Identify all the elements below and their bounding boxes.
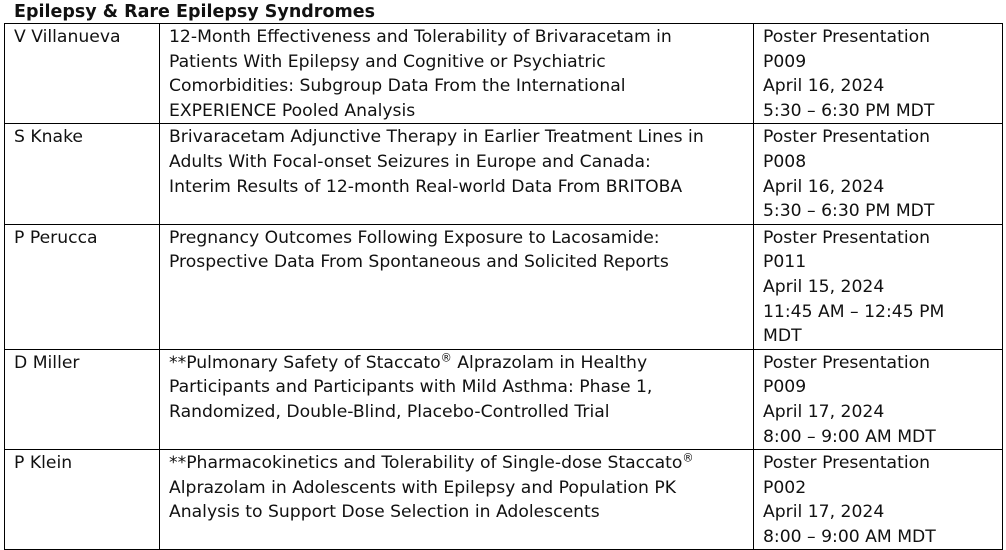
presentation-type: Poster Presentation (763, 127, 931, 148)
title-line (169, 351, 744, 376)
title-cell (160, 24, 754, 124)
table-row (5, 450, 1003, 550)
poster-code: P011 (763, 252, 807, 273)
presentation-date: April 16, 2024 (763, 176, 885, 197)
table-row (5, 349, 1003, 449)
registered-mark: ® (682, 451, 694, 465)
presentation-date: April 16, 2024 (763, 76, 885, 97)
poster-code: P009 (763, 377, 807, 398)
title-line (169, 451, 744, 476)
presentation-date: April 17, 2024 (763, 401, 885, 422)
presentation-date: April 17, 2024 (763, 502, 885, 523)
presenter-cell (5, 450, 160, 550)
title-line: Pregnancy Outcomes Following Exposure to Lacosamide: (169, 227, 660, 248)
section-title: Epilepsy & Rare Epilepsy Syndromes (14, 2, 375, 22)
title-line: Brivaracetam Adjunctive Therapy in Earlier Treatment Lines in (169, 127, 704, 148)
presenter-cell (5, 349, 160, 449)
presentation-date: April 15, 2024 (763, 276, 885, 297)
details-cell (754, 450, 1003, 550)
title-line: Patients With Epilepsy and Cognitive or Psychiatric (169, 51, 606, 72)
title-text: **Pharmacokinetics and Tolerability of Single-dose Staccato (169, 453, 683, 474)
presenter-cell (5, 24, 160, 124)
presentation-type: Poster Presentation (763, 227, 931, 248)
details-cell (754, 224, 1003, 349)
table-row (5, 24, 1003, 124)
title-line: Prospective Data From Spontaneous and Solicited Reports (169, 252, 669, 273)
presenter-name: P Klein (14, 453, 73, 474)
presentation-type: Poster Presentation (763, 27, 931, 47)
title-cell (160, 224, 754, 349)
presentation-time-zone: MDT (763, 326, 802, 347)
poster-code: P008 (763, 151, 807, 172)
title-line: 12-Month Effectiveness and Tolerability of Brivaracetam in (169, 27, 672, 47)
presentation-time: 11:45 AM – 12:45 PM (763, 301, 945, 322)
presentation-time: 5:30 – 6:30 PM MDT (763, 201, 935, 222)
presenter-name: S Knake (14, 127, 83, 148)
title-line: Comorbidities: Subgroup Data From the International (169, 76, 626, 97)
presenter-name: D Miller (14, 352, 80, 373)
presenter-name: V Villanueva (14, 27, 121, 47)
poster-code: P002 (763, 477, 807, 498)
presentation-table (4, 23, 1003, 550)
presenter-name: P Perucca (14, 227, 98, 248)
title-line: Interim Results of 12-month Real-world Data From BRITOBA (169, 176, 683, 197)
title-line: Randomized, Double-Blind, Placebo-Controlled Trial (169, 401, 610, 422)
details-cell (754, 124, 1003, 224)
presentation-time: 5:30 – 6:30 PM MDT (763, 100, 935, 121)
presentation-type: Poster Presentation (763, 352, 931, 373)
table-row (5, 224, 1003, 349)
title-line: Alprazolam in Adolescents with Epilepsy and Population PK (169, 477, 677, 498)
presenter-cell (5, 224, 160, 349)
poster-code: P009 (763, 51, 807, 72)
title-text: **Pulmonary Safety of Staccato (169, 352, 441, 373)
registered-mark: ® (440, 350, 452, 364)
presentation-time: 8:00 – 9:00 AM MDT (763, 526, 936, 547)
title-cell (160, 349, 754, 449)
presentation-time: 8:00 – 9:00 AM MDT (763, 426, 936, 447)
title-line: Participants and Participants with Mild Asthma: Phase 1, (169, 377, 653, 398)
title-cell (160, 450, 754, 550)
details-cell (754, 349, 1003, 449)
title-line: Adults With Focal-onset Seizures in Europe and Canada: (169, 151, 651, 172)
details-cell (754, 24, 1003, 124)
presentation-type: Poster Presentation (763, 453, 931, 474)
table-row (5, 124, 1003, 224)
title-line: EXPERIENCE Pooled Analysis (169, 100, 416, 121)
title-line: Analysis to Support Dose Selection in Adolescents (169, 502, 600, 523)
presenter-cell (5, 124, 160, 224)
title-text: Alprazolam in Healthy (451, 352, 648, 373)
title-cell (160, 124, 754, 224)
